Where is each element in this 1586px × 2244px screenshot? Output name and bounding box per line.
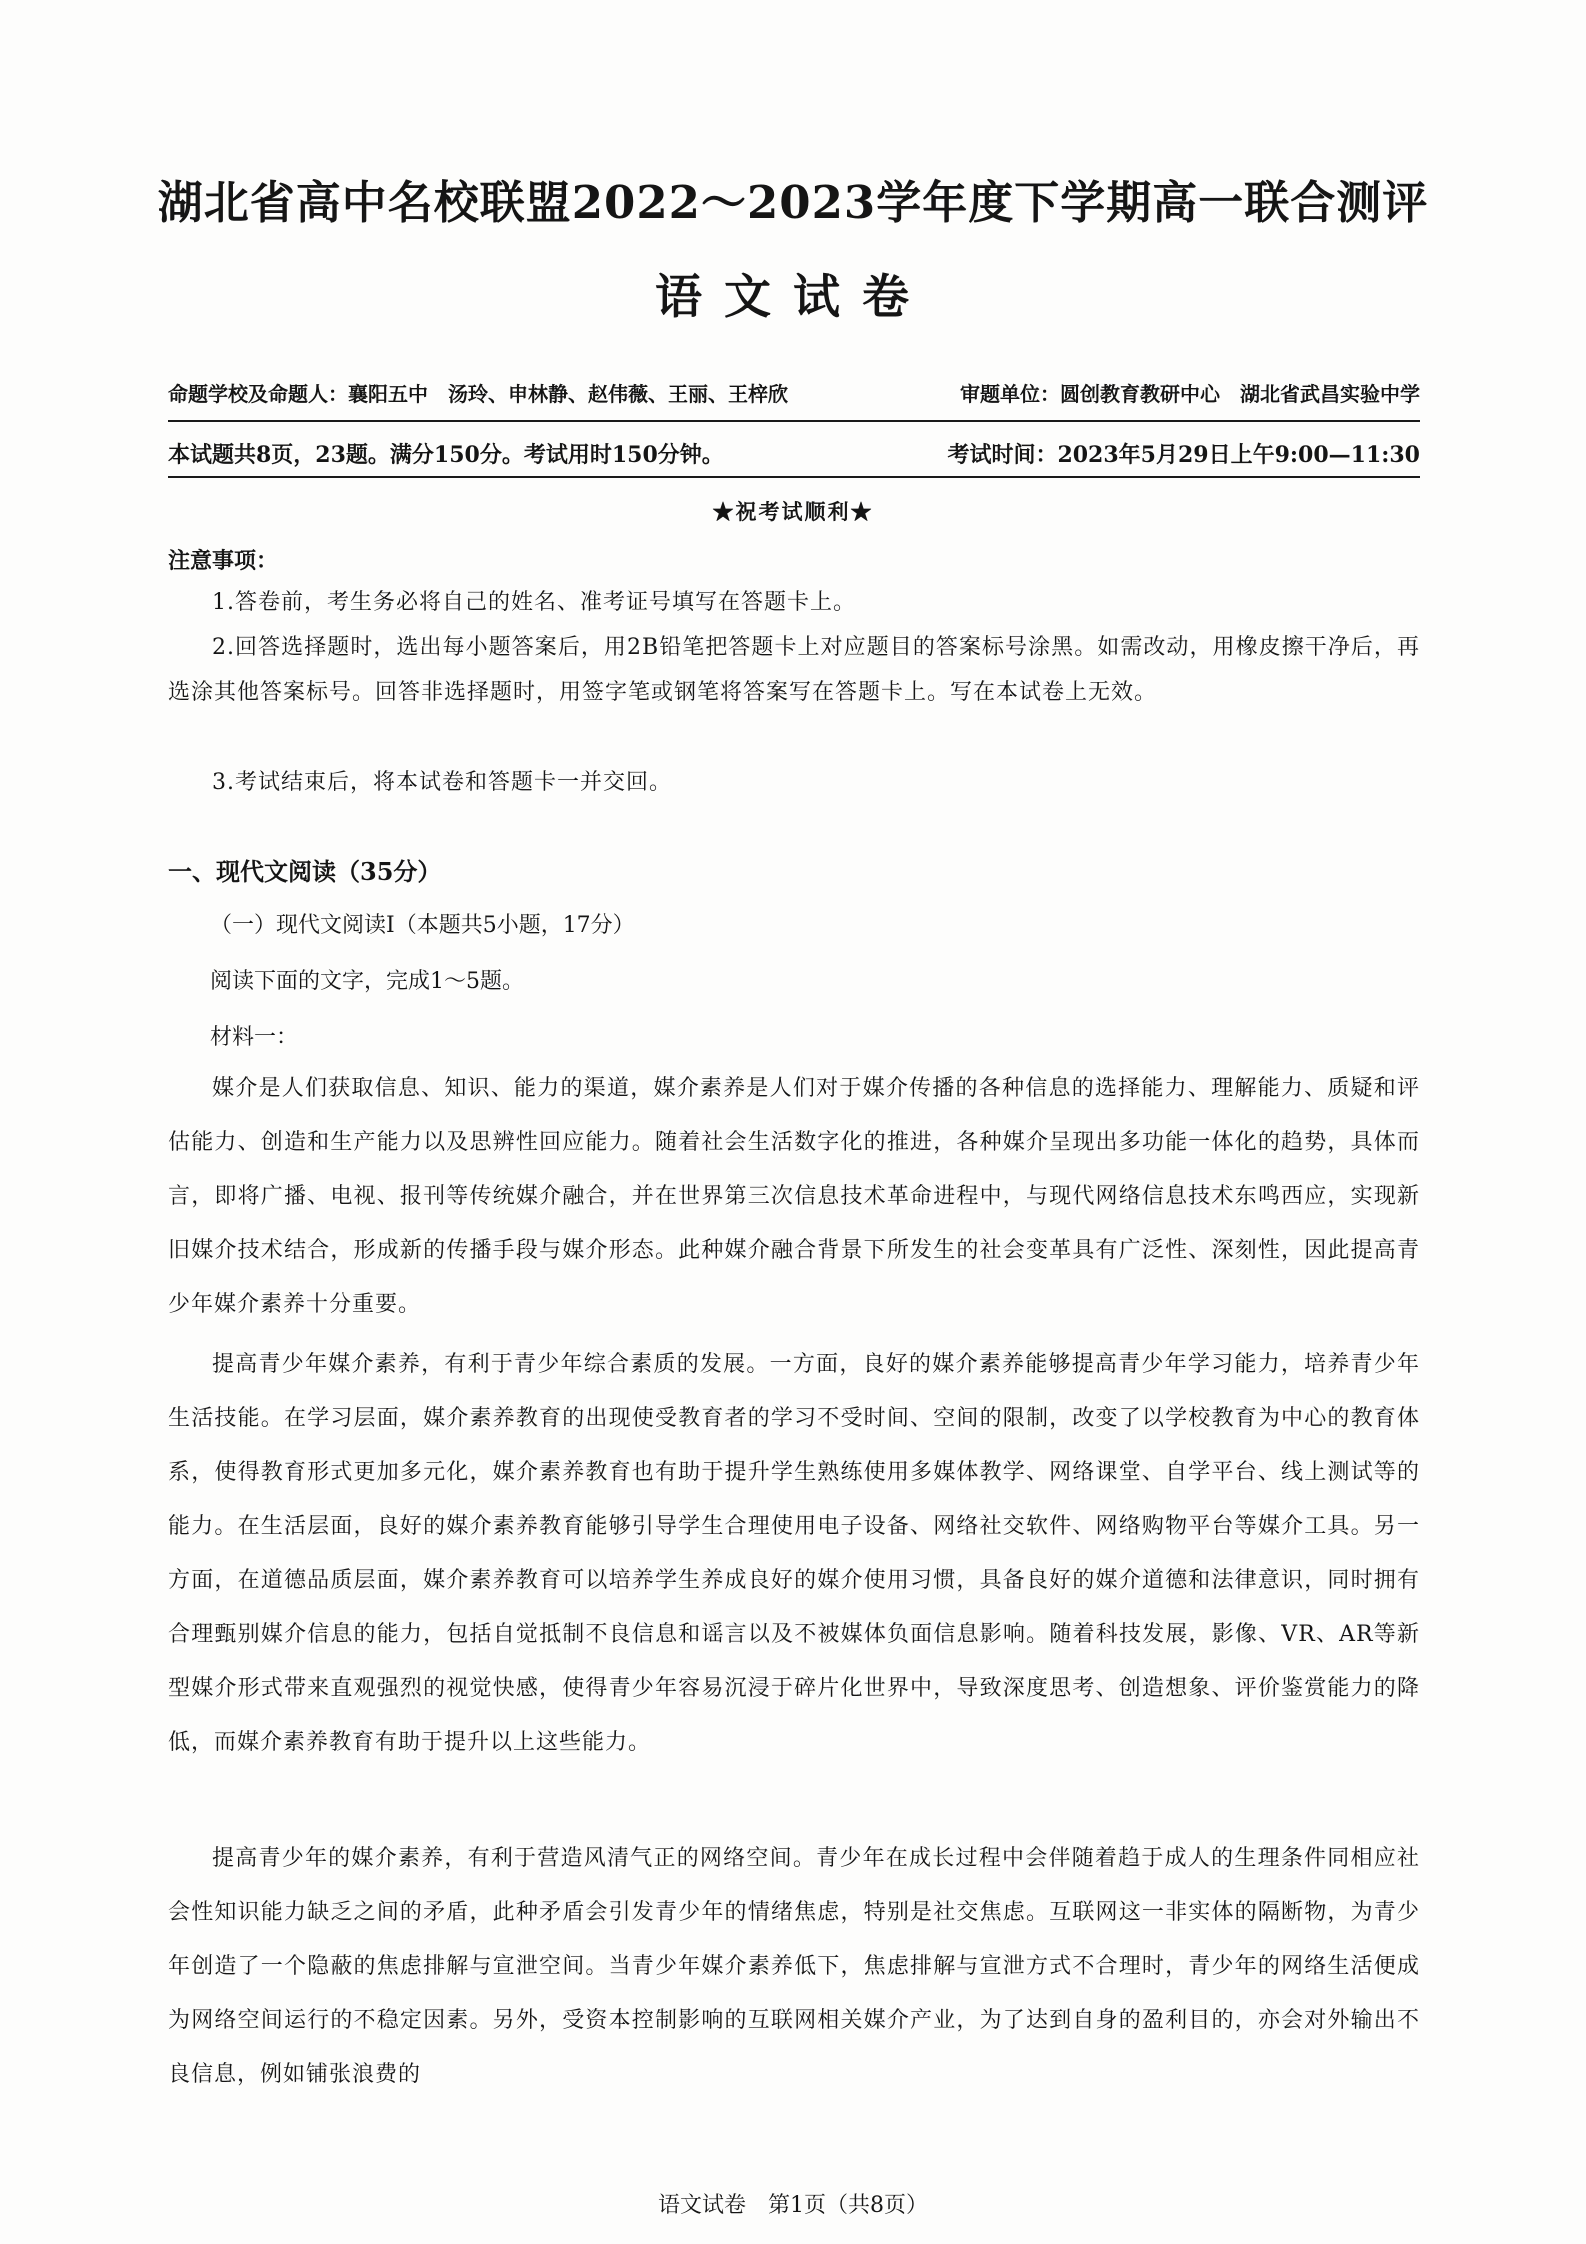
reading-instruction: 阅读下面的文字，完成1～5题。 <box>210 969 524 994</box>
header-divider <box>168 420 1420 422</box>
notice-item: 2.回答选择题时，选出每小题答案后，用2B铅笔把答题卡上对应题目的答案标号涂黑。如需改动，用橡皮擦干净后，再选涂其他答案标号。回答非选择题时，用签字笔或钢笔将答案写在答题卡上。写在本试卷上无效。 <box>168 635 1420 705</box>
notice-item: 1.答卷前，考生务必将自己的姓名、准考证号填写在答题卡上。 <box>212 590 856 615</box>
exam-info-divider <box>168 476 1420 478</box>
authors-text: 命题学校及命题人：襄阳五中 汤玲、申林静、赵伟薇、王丽、王梓欣 <box>168 382 788 406</box>
authors-row <box>168 378 1420 407</box>
subsection-heading: （一）现代文阅读Ⅰ（本题共5小题，17分） <box>210 913 635 938</box>
notice-item: 3.考试结束后，将本试卷和答题卡一并交回。 <box>212 770 672 795</box>
exam-title: 湖北省高中名校联盟2022～2023学年度下学期高一联合测评 <box>157 176 1429 229</box>
section-heading: 一、现代文阅读（35分） <box>168 857 442 886</box>
material-paragraph: 提高青少年的媒介素养，有利于营造风清气正的网络空间。青少年在成长过程中会伴随着趋于成人的生理条件同相应社会性知识能力缺乏之间的矛盾，此种矛盾会引发青少年的情绪焦虑，特别是社交焦虑。互联网这一非实体的隔断物，为青少年创造了一个隐蔽的焦虑排解与宣泄空间。当青少年媒介素养低下，焦虑排解与宣泄方式不合理时，青少年的网络生活便成为网络空间运行的不稳定因素。另外，受资本控制影响的互联网相关媒介产业，为了达到自身的盈利目的，亦会对外输出不良信息，例如铺张浪费的 <box>168 1846 1420 2087</box>
review-unit-text: 审题单位：圆创教育教研中心 湖北省武昌实验中学 <box>960 382 1420 406</box>
subject-title: 语文试卷 <box>655 270 931 325</box>
good-luck-banner: ★祝考试顺利★ <box>712 499 874 524</box>
material-paragraph: 提高青少年媒介素养，有利于青少年综合素质的发展。一方面，良好的媒介素养能够提高青少年学习能力，培养青少年生活技能。在学习层面，媒介素养教育的出现使受教育者的学习不受时间、空间的限制，改变了以学校教育为中心的教育体系，使得教育形式更加多元化，媒介素养教育也有助于提升学生熟练使用多媒体教学、网络课堂、自学平台、线上测试等的能力。在生活层面，良好的媒介素养教育能够引导学生合理使用电子设备、网络社交软件、网络购物平台等媒介工具。另一方面，在道德品质层面，媒介素养教育可以培养学生养成良好的媒介使用习惯，具备良好的媒介道德和法律意识，同时拥有合理甄别媒介信息的能力，包括自觉抵制不良信息和谣言以及不被媒体负面信息影响。随着科技发展，影像、VR、AR等新型媒介形式带来直观强烈的视觉快感，使得青少年容易沉浸于碎片化世界中，导致深度思考、创造想象、评价鉴赏能力的降低，而媒介素养教育有助于提升以上这些能力。 <box>168 1352 1420 1755</box>
material-paragraph: 媒介是人们获取信息、知识、能力的渠道，媒介素养是人们对于媒介传播的各种信息的选择能力、理解能力、质疑和评估能力、创造和生产能力以及思辨性回应能力。随着社会生活数字化的推进，各种媒介呈现出多功能一体化的趋势，具体而言，即将广播、电视、报刊等传统媒介融合，并在世界第三次信息技术革命进程中，与现代网络信息技术东鸣西应，实现新旧媒介技术结合，形成新的传播手段与媒介形态。此种媒介融合背景下所发生的社会变革具有广泛性、深刻性，因此提高青少年媒介素养十分重要。 <box>168 1076 1420 1317</box>
exam-info-text: 本试题共8页，23题。满分150分。考试用时150分钟。 <box>168 442 724 468</box>
page-footer: 语文试卷 第1页（共8页） <box>658 2193 928 2218</box>
exam-time-text: 考试时间：2023年5月29日上午9:00—11:30 <box>947 442 1420 468</box>
notice-heading: 注意事项： <box>168 548 279 574</box>
exam-info-row <box>168 438 1420 469</box>
material-label: 材料一： <box>210 1025 299 1050</box>
